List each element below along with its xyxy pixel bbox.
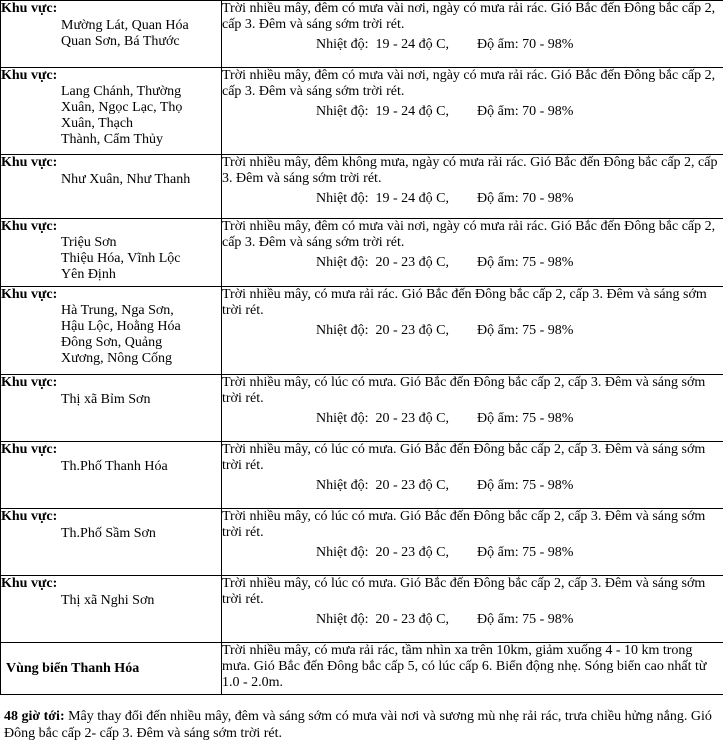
place-line: Mường Lát, Quan Hóa (61, 18, 189, 33)
sea-description: Trời nhiều mây, có mưa rải rác, tầm nhìn xa trên 10km, giảm xuống 4 - 10 km trong mưa. Gió Bắc đến Đông bắc cấp 5, có lúc cấp 6. Biển động nhẹ. Sóng biển cao nhất từ 1.0 - 2.0m. (222, 643, 707, 690)
sea-description-cell (222, 643, 723, 695)
region-label: Khu vực: (1, 219, 58, 234)
place-line: Thành, Cẩm Thủy (61, 132, 164, 147)
temperature: Nhiệt độ: 20 - 23 độ C, (316, 478, 449, 493)
weather-stats (222, 191, 723, 207)
place-line: Quan Sơn, Bá Thước (61, 34, 180, 49)
humidity: Độ ẩm: 75 - 98% (477, 323, 574, 338)
humidity: Độ ẩm: 70 - 98% (477, 37, 574, 52)
outlook-48h (0, 708, 723, 742)
region-cell (1, 442, 222, 509)
region-places (1, 84, 221, 148)
description-cell (222, 1, 723, 68)
forecast-row (1, 1, 723, 68)
temperature: Nhiệt độ: 19 - 24 độ C, (316, 191, 449, 206)
place-line: Hậu Lộc, Hoằng Hóa (61, 319, 181, 334)
region-places (1, 17, 221, 50)
forecast-row (1, 287, 723, 375)
place-line: Th.Phố Sầm Sơn (61, 526, 156, 541)
weather-description: Trời nhiều mây, có mưa rải rác. Gió Bắc đến Đông bắc cấp 2, cấp 3. Đêm và sáng sớm trời rét. (222, 287, 707, 318)
region-label: Khu vực: (1, 1, 58, 16)
region-cell (1, 287, 222, 375)
weather-description: Trời nhiều mây, có lúc có mưa. Gió Bắc đến Đông bắc cấp 2, cấp 3. Đêm và sáng sớm trời rét. (222, 576, 706, 607)
place-line: Yên Định (61, 267, 116, 282)
sea-region-label: Vùng biển Thanh Hóa (6, 661, 140, 676)
humidity: Độ ẩm: 75 - 98% (477, 612, 574, 627)
forecast-row (1, 442, 723, 509)
outlook-text: Mây thay đổi đến nhiều mây, đêm và sáng sớm có mưa vài nơi và sương mù nhẹ rải rác, trưa chiều hửng nắng. Gió Đông bắc cấp 2- cấp 3. Đêm và sáng sớm trời rét. (4, 709, 712, 741)
weather-stats (222, 545, 723, 561)
weather-stats (222, 411, 723, 427)
description-cell (222, 442, 723, 509)
place-line: Hà Trung, Nga Sơn, (61, 303, 174, 318)
humidity: Độ ẩm: 70 - 98% (477, 104, 574, 119)
region-cell (1, 219, 222, 287)
description-cell (222, 68, 723, 155)
weather-description: Trời nhiều mây, có lúc có mưa. Gió Bắc đến Đông bắc cấp 2, cấp 3. Đêm và sáng sớm trời rét. (222, 442, 706, 473)
weather-description: Trời nhiều mây, đêm có mưa vài nơi, ngày có mưa rải rác. Gió Bắc đến Đông bắc cấp 2, cấp 3. Đêm và sáng sớm trời rét. (222, 1, 716, 32)
place-line: Th.Phố Thanh Hóa (61, 459, 168, 474)
region-cell (1, 576, 222, 643)
place-line: Thị xã Bỉm Sơn (61, 392, 151, 407)
place-line: Như Xuân, Như Thanh (61, 172, 191, 187)
place-line: Lang Chánh, Thường (61, 84, 182, 99)
temperature: Nhiệt độ: 19 - 24 độ C, (316, 37, 449, 52)
humidity: Độ ẩm: 75 - 98% (477, 545, 574, 560)
region-label: Khu vực: (1, 375, 58, 390)
description-cell (222, 155, 723, 219)
sea-row (1, 643, 723, 695)
temperature: Nhiệt độ: 20 - 23 độ C, (316, 411, 449, 426)
region-places (1, 458, 221, 475)
region-cell (1, 375, 222, 442)
region-label: Khu vực: (1, 442, 58, 457)
forecast-rows (1, 1, 723, 695)
region-cell (1, 1, 222, 68)
forecast-row (1, 375, 723, 442)
region-label: Khu vực: (1, 68, 58, 83)
region-places (1, 171, 221, 188)
weather-description: Trời nhiều mây, đêm có mưa vài nơi, ngày có mưa rải rác. Gió Bắc đến Đông bắc cấp 2, cấp 3. Đêm và sáng sớm trời rét. (222, 219, 716, 250)
temperature: Nhiệt độ: 20 - 23 độ C, (316, 255, 449, 270)
weather-stats (222, 478, 723, 494)
description-cell (222, 509, 723, 576)
sea-region-cell (1, 643, 222, 695)
weather-description: Trời nhiều mây, đêm không mưa, ngày có mưa rải rác. Gió Bắc đến Đông bắc cấp 2, cấp 3. Đêm và sáng sớm trời rét. (222, 155, 718, 186)
forecast-row (1, 219, 723, 287)
weather-stats (222, 255, 723, 271)
description-cell (222, 576, 723, 643)
region-label: Khu vực: (1, 287, 58, 302)
humidity: Độ ẩm: 75 - 98% (477, 255, 574, 270)
outlook-label: 48 giờ tới: (4, 709, 65, 724)
forecast-row (1, 155, 723, 219)
region-places (1, 592, 221, 609)
region-places (1, 303, 221, 367)
place-line: Triệu Sơn (61, 235, 117, 250)
region-label: Khu vực: (1, 576, 58, 591)
region-label: Khu vực: (1, 155, 58, 170)
temperature: Nhiệt độ: 19 - 24 độ C, (316, 104, 449, 119)
region-cell (1, 509, 222, 576)
weather-stats (222, 612, 723, 628)
temperature: Nhiệt độ: 20 - 23 độ C, (316, 612, 449, 627)
humidity: Độ ẩm: 70 - 98% (477, 191, 574, 206)
weather-description: Trời nhiều mây, đêm có mưa vài nơi, ngày có mưa rải rác. Gió Bắc đến Đông bắc cấp 2, cấp 3. Đêm và sáng sớm trời rét. (222, 68, 716, 99)
place-line: Xuân, Thạch (61, 116, 134, 131)
place-line: Xương, Nông Cống (61, 351, 173, 366)
weather-stats (222, 104, 723, 120)
weather-stats (222, 37, 723, 53)
region-cell (1, 68, 222, 155)
temperature: Nhiệt độ: 20 - 23 độ C, (316, 545, 449, 560)
forecast-row (1, 68, 723, 155)
place-line: Xuân, Ngọc Lạc, Thọ (61, 100, 183, 115)
place-line: Thị xã Nghi Sơn (61, 593, 155, 608)
region-cell (1, 155, 222, 219)
place-line: Thiệu Hóa, Vĩnh Lộc (61, 251, 181, 266)
description-cell (222, 287, 723, 375)
weather-description: Trời nhiều mây, có lúc có mưa. Gió Bắc đến Đông bắc cấp 2, cấp 3. Đêm và sáng sớm trời rét. (222, 375, 706, 406)
humidity: Độ ẩm: 75 - 98% (477, 411, 574, 426)
region-places (1, 391, 221, 408)
forecast-row (1, 509, 723, 576)
region-places (1, 525, 221, 542)
region-label: Khu vực: (1, 509, 58, 524)
description-cell (222, 219, 723, 287)
region-places (1, 235, 221, 283)
weather-description: Trời nhiều mây, có lúc có mưa. Gió Bắc đến Đông bắc cấp 2, cấp 3. Đêm và sáng sớm trời rét. (222, 509, 706, 540)
place-line: Đông Sơn, Quảng (61, 335, 163, 350)
humidity: Độ ẩm: 75 - 98% (477, 478, 574, 493)
description-cell (222, 375, 723, 442)
temperature: Nhiệt độ: 20 - 23 độ C, (316, 323, 449, 338)
weather-stats (222, 323, 723, 339)
forecast-row (1, 576, 723, 643)
